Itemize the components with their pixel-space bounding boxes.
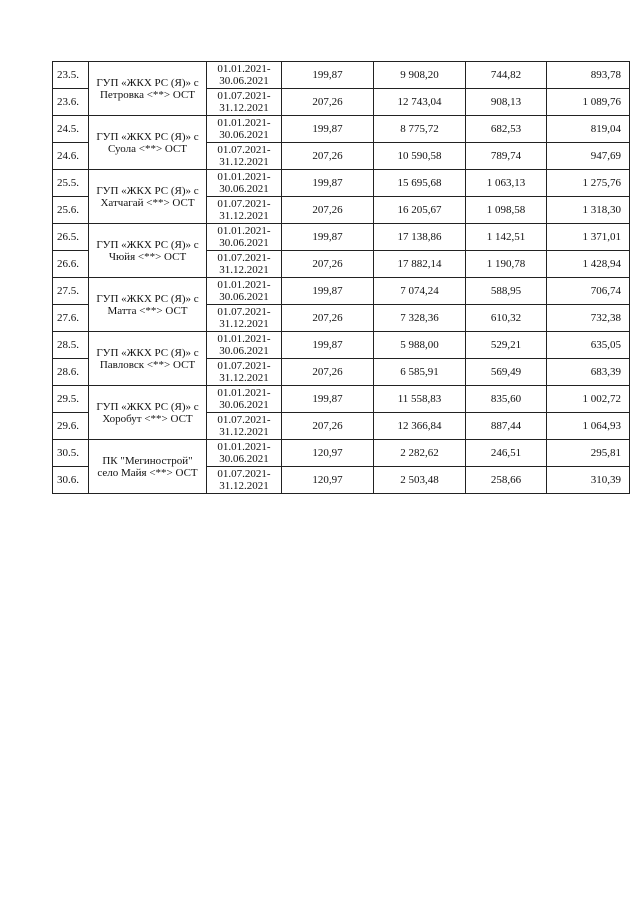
value-cell: 17 138,86 bbox=[374, 224, 466, 251]
tariff-table bbox=[52, 61, 630, 494]
value-cell: 199,87 bbox=[282, 170, 374, 197]
value-cell: 12 743,04 bbox=[374, 89, 466, 116]
table-row bbox=[53, 62, 630, 89]
period-cell: 01.01.2021- 30.06.2021 bbox=[207, 116, 282, 143]
organization-cell: ГУП «ЖКХ РС (Я)» с Хоробут <**> ОСТ bbox=[89, 386, 207, 440]
value-cell: 10 590,58 bbox=[374, 143, 466, 170]
value-cell: 207,26 bbox=[282, 413, 374, 440]
value-cell: 258,66 bbox=[466, 467, 547, 494]
value-cell: 207,26 bbox=[282, 251, 374, 278]
organization-cell: ПК "Мегинострой" село Майя <**> ОСТ bbox=[89, 440, 207, 494]
value-cell: 1 318,30 bbox=[547, 197, 630, 224]
row-number: 23.5. bbox=[53, 62, 89, 89]
period-cell: 01.01.2021- 30.06.2021 bbox=[207, 62, 282, 89]
row-number: 25.6. bbox=[53, 197, 89, 224]
value-cell: 1 371,01 bbox=[547, 224, 630, 251]
value-cell: 5 988,00 bbox=[374, 332, 466, 359]
period-cell: 01.01.2021- 30.06.2021 bbox=[207, 386, 282, 413]
value-cell: 588,95 bbox=[466, 278, 547, 305]
value-cell: 835,60 bbox=[466, 386, 547, 413]
value-cell: 529,21 bbox=[466, 332, 547, 359]
organization-cell: ГУП «ЖКХ РС (Я)» с Суола <**> ОСТ bbox=[89, 116, 207, 170]
table-row bbox=[53, 440, 630, 467]
value-cell: 120,97 bbox=[282, 467, 374, 494]
value-cell: 947,69 bbox=[547, 143, 630, 170]
organization-cell: ГУП «ЖКХ РС (Я)» с Петровка <**> ОСТ bbox=[89, 62, 207, 116]
value-cell: 199,87 bbox=[282, 278, 374, 305]
table-row bbox=[53, 386, 630, 413]
period-cell: 01.01.2021- 30.06.2021 bbox=[207, 278, 282, 305]
value-cell: 199,87 bbox=[282, 62, 374, 89]
value-cell: 17 882,14 bbox=[374, 251, 466, 278]
value-cell: 1 142,51 bbox=[466, 224, 547, 251]
value-cell: 2 282,62 bbox=[374, 440, 466, 467]
row-number: 28.5. bbox=[53, 332, 89, 359]
value-cell: 732,38 bbox=[547, 305, 630, 332]
table-row bbox=[53, 170, 630, 197]
table-row bbox=[53, 278, 630, 305]
period-cell: 01.07.2021- 31.12.2021 bbox=[207, 413, 282, 440]
table-row bbox=[53, 332, 630, 359]
value-cell: 2 503,48 bbox=[374, 467, 466, 494]
organization-cell: ГУП «ЖКХ РС (Я)» с Чюйя <**> ОСТ bbox=[89, 224, 207, 278]
value-cell: 1 098,58 bbox=[466, 197, 547, 224]
value-cell: 893,78 bbox=[547, 62, 630, 89]
period-cell: 01.07.2021- 31.12.2021 bbox=[207, 197, 282, 224]
value-cell: 6 585,91 bbox=[374, 359, 466, 386]
row-number: 29.6. bbox=[53, 413, 89, 440]
period-cell: 01.01.2021- 30.06.2021 bbox=[207, 332, 282, 359]
value-cell: 569,49 bbox=[466, 359, 547, 386]
value-cell: 310,39 bbox=[547, 467, 630, 494]
row-number: 25.5. bbox=[53, 170, 89, 197]
value-cell: 744,82 bbox=[466, 62, 547, 89]
value-cell: 7 074,24 bbox=[374, 278, 466, 305]
value-cell: 1 002,72 bbox=[547, 386, 630, 413]
period-cell: 01.07.2021- 31.12.2021 bbox=[207, 305, 282, 332]
value-cell: 8 775,72 bbox=[374, 116, 466, 143]
value-cell: 1 064,93 bbox=[547, 413, 630, 440]
value-cell: 246,51 bbox=[466, 440, 547, 467]
value-cell: 789,74 bbox=[466, 143, 547, 170]
organization-cell: ГУП «ЖКХ РС (Я)» с Хатчагай <**> ОСТ bbox=[89, 170, 207, 224]
row-number: 24.5. bbox=[53, 116, 89, 143]
row-number: 28.6. bbox=[53, 359, 89, 386]
value-cell: 635,05 bbox=[547, 332, 630, 359]
value-cell: 295,81 bbox=[547, 440, 630, 467]
period-cell: 01.01.2021- 30.06.2021 bbox=[207, 440, 282, 467]
period-cell: 01.01.2021- 30.06.2021 bbox=[207, 224, 282, 251]
organization-cell: ГУП «ЖКХ РС (Я)» с Павловск <**> ОСТ bbox=[89, 332, 207, 386]
value-cell: 1 063,13 bbox=[466, 170, 547, 197]
row-number: 24.6. bbox=[53, 143, 89, 170]
row-number: 26.6. bbox=[53, 251, 89, 278]
value-cell: 7 328,36 bbox=[374, 305, 466, 332]
value-cell: 908,13 bbox=[466, 89, 547, 116]
value-cell: 706,74 bbox=[547, 278, 630, 305]
value-cell: 16 205,67 bbox=[374, 197, 466, 224]
row-number: 27.6. bbox=[53, 305, 89, 332]
value-cell: 1 190,78 bbox=[466, 251, 547, 278]
value-cell: 207,26 bbox=[282, 197, 374, 224]
value-cell: 199,87 bbox=[282, 224, 374, 251]
value-cell: 1 089,76 bbox=[547, 89, 630, 116]
value-cell: 12 366,84 bbox=[374, 413, 466, 440]
row-number: 23.6. bbox=[53, 89, 89, 116]
value-cell: 15 695,68 bbox=[374, 170, 466, 197]
value-cell: 682,53 bbox=[466, 116, 547, 143]
value-cell: 207,26 bbox=[282, 89, 374, 116]
value-cell: 1 428,94 bbox=[547, 251, 630, 278]
row-number: 26.5. bbox=[53, 224, 89, 251]
value-cell: 819,04 bbox=[547, 116, 630, 143]
value-cell: 610,32 bbox=[466, 305, 547, 332]
value-cell: 207,26 bbox=[282, 359, 374, 386]
value-cell: 199,87 bbox=[282, 116, 374, 143]
organization-cell: ГУП «ЖКХ РС (Я)» с Матта <**> ОСТ bbox=[89, 278, 207, 332]
row-number: 29.5. bbox=[53, 386, 89, 413]
row-number: 30.5. bbox=[53, 440, 89, 467]
table-row bbox=[53, 116, 630, 143]
row-number: 30.6. bbox=[53, 467, 89, 494]
value-cell: 207,26 bbox=[282, 143, 374, 170]
period-cell: 01.07.2021- 31.12.2021 bbox=[207, 89, 282, 116]
period-cell: 01.01.2021- 30.06.2021 bbox=[207, 170, 282, 197]
row-number: 27.5. bbox=[53, 278, 89, 305]
value-cell: 1 275,76 bbox=[547, 170, 630, 197]
period-cell: 01.07.2021- 31.12.2021 bbox=[207, 251, 282, 278]
period-cell: 01.07.2021- 31.12.2021 bbox=[207, 467, 282, 494]
value-cell: 887,44 bbox=[466, 413, 547, 440]
value-cell: 120,97 bbox=[282, 440, 374, 467]
value-cell: 683,39 bbox=[547, 359, 630, 386]
value-cell: 199,87 bbox=[282, 386, 374, 413]
value-cell: 207,26 bbox=[282, 305, 374, 332]
period-cell: 01.07.2021- 31.12.2021 bbox=[207, 143, 282, 170]
value-cell: 11 558,83 bbox=[374, 386, 466, 413]
table-row bbox=[53, 224, 630, 251]
period-cell: 01.07.2021- 31.12.2021 bbox=[207, 359, 282, 386]
value-cell: 199,87 bbox=[282, 332, 374, 359]
value-cell: 9 908,20 bbox=[374, 62, 466, 89]
